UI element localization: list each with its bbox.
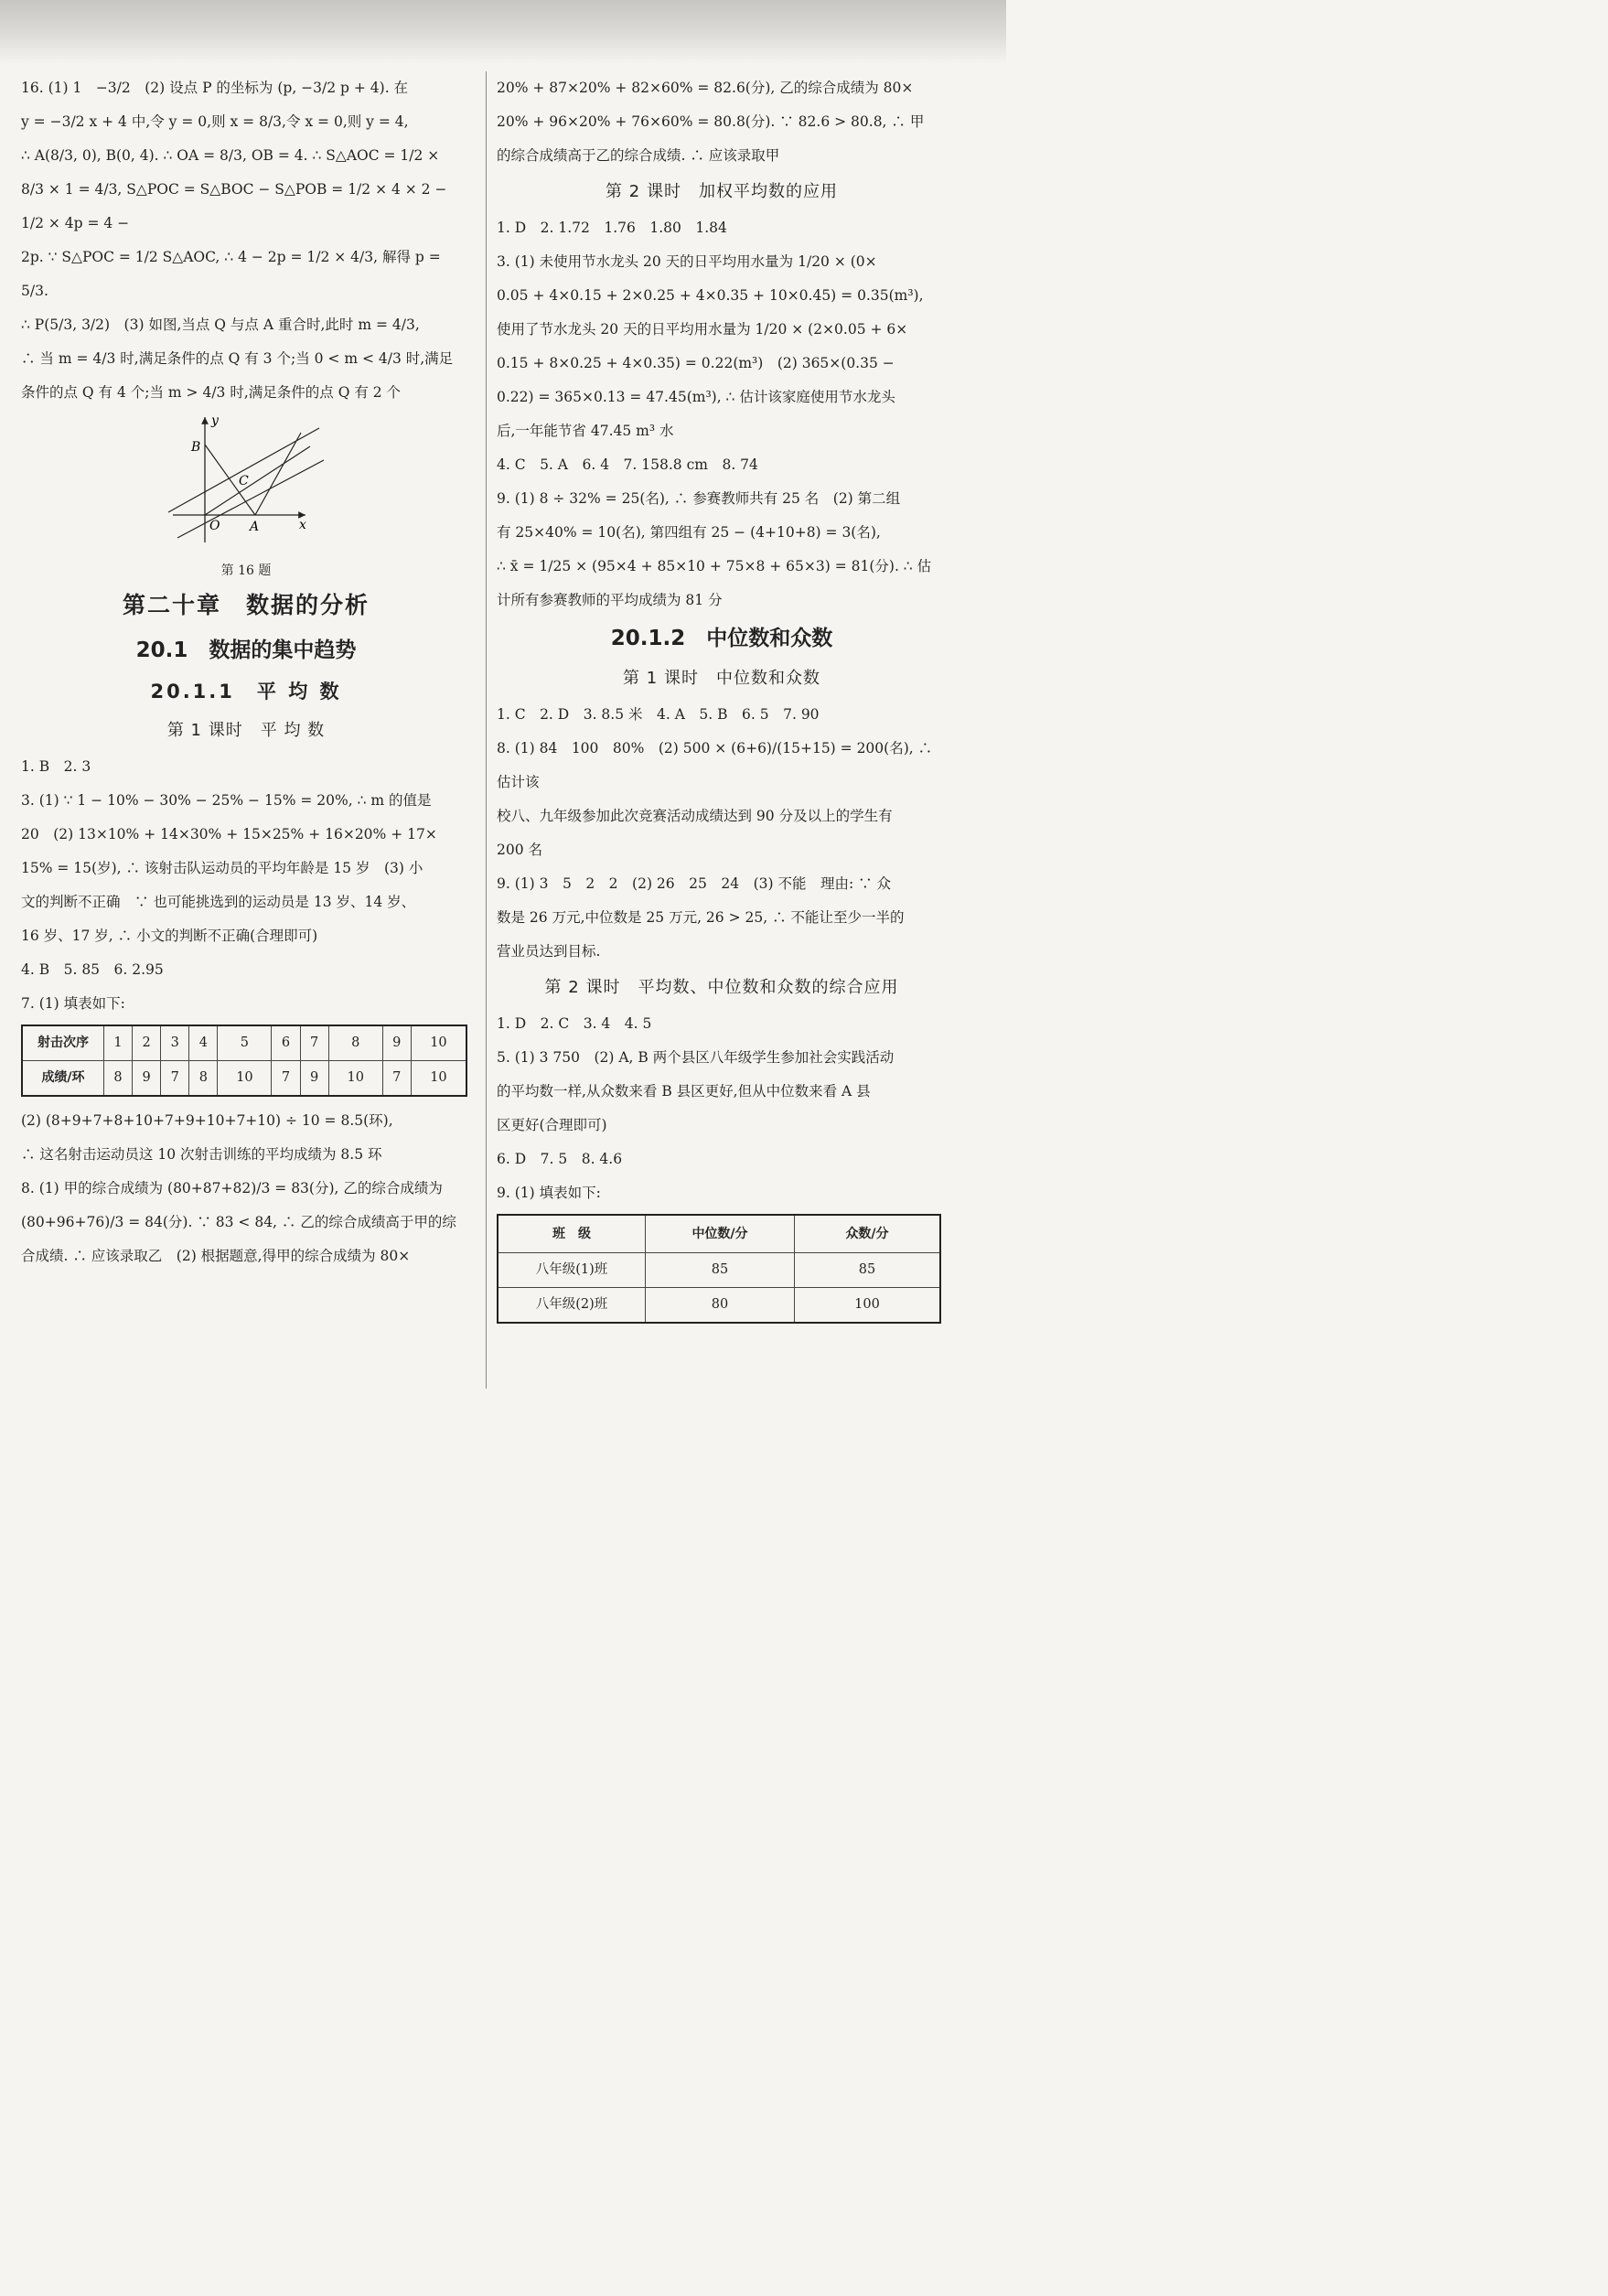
q8-line-3: 合成绩. ∴ 应该录取乙 (2) 根据题意,得甲的综合成绩为 80× [21, 1248, 411, 1264]
table-cell: 八年级(2)班 [498, 1288, 646, 1324]
table-cell: 3 [161, 1025, 189, 1061]
q7-intro: 7. (1) 填表如下: [21, 995, 125, 1012]
q3-r-line-3: 使用了节水龙头 20 天的日平均用水量为 1/20 × (2×0.05 + 6× [497, 321, 908, 338]
class-stats-table [497, 1214, 941, 1324]
line-through-o [205, 446, 310, 515]
chapter-title: 第二十章 数据的分析 [122, 592, 370, 618]
q16-line-5: 2p. ∵ S△POC = 1/2 S△AOC, ∴ 4 − 2p = 1/2 × 4/3, 解得 p = 5/3. [21, 249, 441, 299]
line-aq [255, 433, 301, 515]
q7-line-2: ∴ 这名射击运动员这 10 次射击训练的平均成绩为 8.5 环 [21, 1146, 382, 1163]
q9c-intro: 9. (1) 填表如下: [497, 1185, 601, 1201]
answers-1-2-r: 1. D 2. 1.72 1.76 1.80 1.84 [497, 220, 727, 236]
q16-line-8: 条件的点 Q 有 4 个;当 m > 4/3 时,满足条件的点 Q 有 2 个 [21, 384, 402, 401]
q16-line-6: ∴ P(5/3, 3/2) (3) 如图,当点 Q 与点 A 重合时,此时 m = 4/3, [21, 317, 420, 333]
column-divider [486, 71, 487, 1389]
q3-line-2: 20 (2) 13×10% + 14×30% + 15×25% + 16×20% + 17× [21, 826, 437, 842]
table-header-cell: 众数/分 [795, 1215, 941, 1253]
label-x: x [299, 518, 306, 532]
table-header-cell: 中位数/分 [646, 1215, 795, 1253]
table-row [498, 1288, 940, 1324]
left-column [21, 71, 471, 1273]
q9-line-3: ∴ x̄ = 1/25 × (95×4 + 85×10 + 75×8 + 65×3) = 81(分). ∴ 估 [497, 558, 932, 574]
q16-line-7: ∴ 当 m = 4/3 时,满足条件的点 Q 有 3 个;当 0 < m < 4/3 时,满足 [21, 350, 454, 367]
section-title: 20.1 数据的集中趋势 [135, 638, 357, 662]
lesson-2-comprehensive-title: 第 2 课时 平均数、中位数和众数的综合应用 [544, 978, 899, 997]
q8-line-2: (80+96+76)/3 = 84(分). ∵ 83 < 84, ∴ 乙的综合成绩高于甲的综 [21, 1214, 456, 1230]
q8-line-1: 8. (1) 甲的综合成绩为 (80+87+82)/3 = 83(分), 乙的综合成绩为 [21, 1180, 443, 1196]
table-cell: 9 [133, 1061, 161, 1097]
q9-line-1: 9. (1) 8 ÷ 32% = 25(名), ∴ 参赛教师共有 25 名 (2) 第二组 [497, 490, 901, 507]
label-y: y [211, 413, 219, 428]
table-cell: 2 [133, 1025, 161, 1061]
q5-line-1: 5. (1) 3 750 (2) A, B 两个县区八年级学生参加社会实践活动 [497, 1049, 895, 1066]
q9b-line-3: 营业员达到目标. [497, 943, 601, 960]
subsection-title: 20.1.1 平 均 数 [150, 681, 342, 703]
q3-line-4: 文的判断不正确 ∵ 也可能挑选到的运动员是 13 岁、14 岁、 [21, 894, 416, 910]
label-c: C [239, 474, 249, 488]
q3-r-line-4: 0.15 + 8×0.25 + 4×0.35) = 0.22(m³) (2) 365×(0.35 − [497, 355, 895, 371]
q8-r-line-1: 8. (1) 84 100 80% (2) 500 × (6+6)/(15+15) = 200(名), ∴ 估计该 [497, 740, 933, 790]
q7-line-1: (2) (8+9+7+8+10+7+9+10+7+10) ÷ 10 = 8.5(环), [21, 1112, 393, 1129]
table-cell: 6 [272, 1025, 300, 1061]
shooting-table [21, 1025, 467, 1097]
answers-4-8: 4. C 5. A 6. 4 7. 158.8 cm 8. 74 [497, 456, 758, 473]
q3-r-line-2: 0.05 + 4×0.15 + 2×0.25 + 4×0.35 + 10×0.45) = 0.35(m³), [497, 287, 924, 304]
answers-4-6: 4. B 5. 85 6. 2.95 [21, 961, 164, 978]
table-cell: 10 [328, 1061, 382, 1097]
q8-cont-line-3: 的综合成绩高于乙的综合成绩. ∴ 应该录取甲 [497, 147, 780, 164]
table-cell: 80 [646, 1288, 795, 1324]
table-cell: 7 [272, 1061, 300, 1097]
table-cell: 10 [411, 1025, 466, 1061]
right-column [497, 71, 947, 1331]
q5-line-3: 区更好(合理即可) [497, 1117, 607, 1133]
q9b-line-1: 9. (1) 3 5 2 2 (2) 26 25 24 (3) 不能 理由: ∵ 众 [497, 875, 892, 892]
q16-figure [21, 410, 471, 582]
table-cell: 八年级(1)班 [498, 1253, 646, 1288]
table-row [22, 1025, 466, 1061]
q3-r-line-5: 0.22) = 365×0.13 = 47.45(m³), ∴ 估计该家庭使用节水龙头 [497, 389, 895, 405]
lesson-title: 第 1 课时 平 均 数 [166, 721, 326, 740]
table-cell: 4 [189, 1025, 218, 1061]
answers-1-2: 1. B 2. 3 [21, 758, 91, 775]
q16-diagram [164, 410, 328, 547]
table-cell: 10 [218, 1061, 272, 1097]
lesson-1-median-title: 第 1 课时 中位数和众数 [623, 669, 820, 688]
q16-line-3: ∴ A(8/3, 0), B(0, 4). ∴ OA = 8/3, OB = 4. ∴ S△AOC = 1/2 × [21, 147, 440, 164]
q3-line-1: 3. (1) ∵ 1 − 10% − 30% − 25% − 15% = 20%, ∴ m 的值是 [21, 792, 432, 809]
table-cell: 7 [300, 1025, 328, 1061]
table-cell: 8 [104, 1061, 133, 1097]
q9-line-4: 计所有参赛教师的平均成绩为 81 分 [497, 592, 723, 608]
q16-line-4: 8/3 × 1 = 4/3, S△POC = S△BOC − S△POB = 1/2 × 4 × 2 − 1/2 × 4p = 4 − [21, 181, 447, 231]
q3-r-line-6: 后,一年能节省 47.45 m³ 水 [497, 423, 674, 439]
table-cell: 85 [646, 1253, 795, 1288]
table-cell: 10 [411, 1061, 466, 1097]
answers-1-7: 1. C 2. D 3. 8.5 米 4. A 5. B 6. 5 7. 90 [497, 706, 820, 723]
answers-6-8: 6. D 7. 5 8. 4.6 [497, 1151, 623, 1167]
table-cell: 7 [161, 1061, 189, 1097]
table-header-row [498, 1215, 940, 1253]
table-row [498, 1253, 940, 1288]
q16-line-2: y = −3/2 x + 4 中,令 y = 0,则 x = 8/3,令 x = 0,则 y = 4, [21, 113, 409, 130]
q16-line-1: 16. (1) 1 −3/2 (2) 设点 P 的坐标为 (p, −3/2 p + 4). 在 [21, 80, 409, 96]
table-cell: 8 [328, 1025, 382, 1061]
table-cell: 1 [104, 1025, 133, 1061]
q8-cont-line-2: 20% + 96×20% + 76×60% = 80.8(分). ∵ 82.6 > 80.8, ∴ 甲 [497, 113, 925, 130]
table-row-label: 成绩/环 [22, 1061, 104, 1097]
scan-top-band [0, 0, 1006, 64]
label-o: O [209, 519, 220, 533]
table-row-label: 射击次序 [22, 1025, 104, 1061]
table-header-cell: 班 级 [498, 1215, 646, 1253]
figure-caption: 第 16 题 [220, 563, 272, 578]
q8-r-line-2: 校八、九年级参加此次竞赛活动成绩达到 90 分及以上的学生有 [497, 808, 893, 824]
q5-line-2: 的平均数一样,从众数来看 B 县区更好,但从中位数来看 A 县 [497, 1083, 871, 1100]
table-cell: 8 [189, 1061, 218, 1097]
answers-1-4: 1. D 2. C 3. 4 4. 5 [497, 1015, 652, 1032]
q3-line-3: 15% = 15(岁), ∴ 该射击队运动员的平均年龄是 15 岁 (3) 小 [21, 860, 423, 876]
table-cell: 9 [300, 1061, 328, 1097]
table-cell: 9 [382, 1025, 411, 1061]
table-cell: 7 [382, 1061, 411, 1097]
table-cell: 100 [795, 1288, 941, 1324]
lesson-2-title: 第 2 课时 加权平均数的应用 [606, 182, 838, 201]
q3-r-line-1: 3. (1) 未使用节水龙头 20 天的日平均用水量为 1/20 × (0× [497, 253, 877, 270]
table-row [22, 1061, 466, 1097]
q8-r-line-3: 200 名 [497, 842, 543, 858]
label-a: A [250, 520, 260, 534]
section-20-1-2-title: 20.1.2 中位数和众数 [610, 627, 833, 650]
q9-line-2: 有 25×40% = 10(名), 第四组有 25 − (4+10+8) = 3(名), [497, 524, 881, 541]
table-cell: 5 [218, 1025, 272, 1061]
q8-cont-line-1: 20% + 87×20% + 82×60% = 82.6(分), 乙的综合成绩为 80× [497, 80, 914, 96]
q9b-line-2: 数是 26 万元,中位数是 25 万元, 26 > 25, ∴ 不能让至少一半的 [497, 909, 905, 926]
label-b: B [191, 440, 201, 455]
table-cell: 85 [795, 1253, 941, 1288]
q3-line-5: 16 岁、17 岁, ∴ 小文的判断不正确(合理即可) [21, 928, 318, 944]
